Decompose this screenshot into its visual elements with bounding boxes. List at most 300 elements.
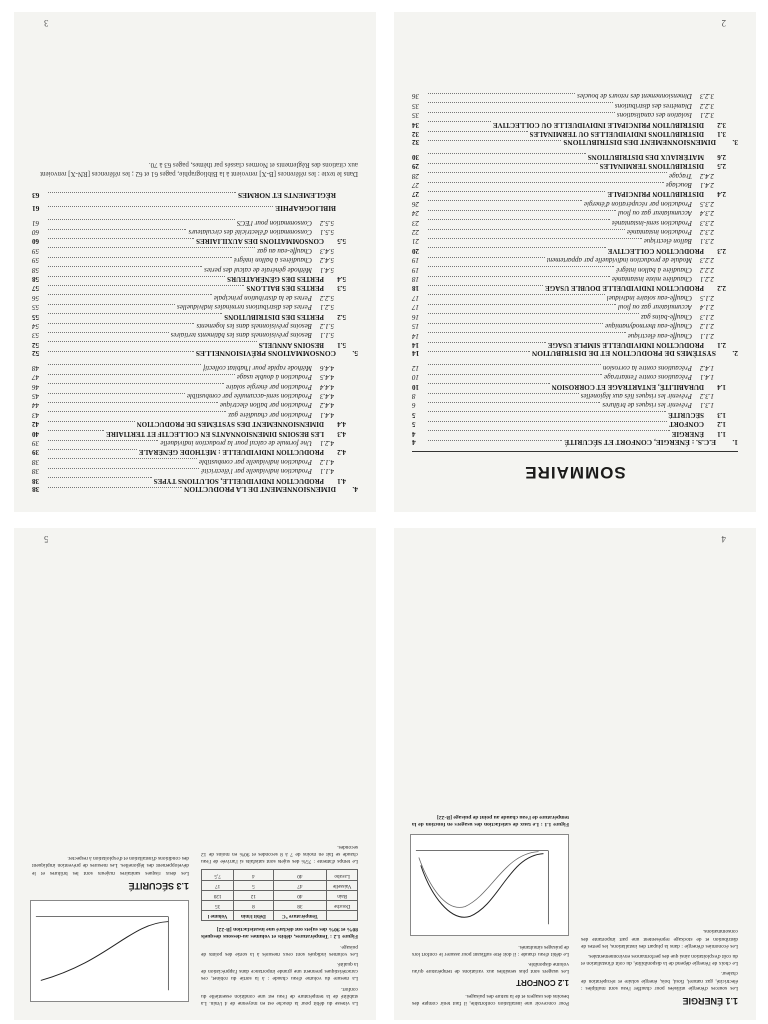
toc-leader-dots	[48, 468, 199, 469]
toc-entry-page: 20	[412, 246, 419, 255]
toc-entry-title: Pertes de la distribution principale	[213, 293, 312, 302]
toc-entry-title: Prévenir les risques de brûlures	[602, 401, 692, 410]
toc-leader-dots	[428, 411, 666, 412]
toc-entry-page: 19	[412, 256, 419, 265]
toc-entry-page: 54	[32, 322, 39, 331]
toc-leader-dots	[48, 323, 195, 324]
toc-entry-page: 44	[32, 401, 39, 410]
toc-entry-title: Consommation pour l'ECS	[236, 218, 312, 227]
toc-leader-dots	[48, 276, 225, 277]
toc-entry-page: 57	[32, 284, 39, 293]
toc-leader-dots	[48, 351, 194, 352]
toc-entry-number: 5.4.2	[320, 256, 334, 265]
toc-entry-title: PERTES DES DISTRIBUTIONS	[224, 312, 324, 321]
toc-entry-number: 2.3	[717, 246, 726, 255]
toc-leader-dots	[428, 266, 614, 267]
page-number: 5	[44, 534, 49, 544]
toc-entry-number: 2.2.2	[700, 265, 714, 274]
toc-entry	[32, 245, 358, 254]
toc-entry	[32, 340, 358, 349]
toc-entry-page: 38	[32, 467, 39, 476]
toc-entry	[32, 311, 358, 320]
toc-entry	[412, 151, 738, 160]
paragraph: Le choix de l'énergie dépend de la disponibilité, du coût d'installation et du coût d'exploitation ainsi que des performances environnementales.	[581, 952, 738, 967]
toc-entry-title: Production à double usage	[236, 373, 312, 382]
toc-entry-number: 3.	[732, 138, 738, 148]
toc-leader-dots	[48, 477, 152, 478]
toc-entry	[412, 129, 738, 138]
toc-entry-title: MATÉRIAUX DES DISTRIBUTIONS	[587, 152, 704, 161]
table-cell: 38	[273, 900, 327, 910]
toc-leader-dots	[428, 219, 610, 220]
toc-entry-number: 2.4.1	[700, 181, 714, 190]
toc-entry-title: DISTRIBUTION PRINCIPALE	[607, 190, 704, 199]
figure-caption: Figure 1.1 : Le taux de satisfaction des usagers en fonction de la température de l'eau chaude au point de puisage [B-22]	[412, 814, 569, 828]
toc-entry-title: RÈGLEMENTS ET NORMES	[237, 190, 336, 200]
toc-entry-title: E.C.S. : ÉNERGIE, CONFORT ET SÉCURITÉ	[564, 438, 716, 447]
toc-entry-title: DIMENSIONNEMENT DE LA PRODUCTION	[183, 485, 336, 494]
toc-page-left	[14, 12, 376, 512]
sommaire-heading: SOMMAIRE	[524, 463, 626, 482]
paragraph: Les usagers sont plus sensibles aux variations de température qu'au volume disponible.	[412, 961, 569, 975]
toc-entry-page: 48	[32, 363, 39, 372]
toc-entry-page: 55	[32, 303, 39, 312]
toc-entry-title: Production individuelle par combustible	[198, 457, 312, 466]
toc-leader-dots	[428, 332, 626, 333]
toc-entry-title: PERTES DES GÉNÉRATEURS	[227, 275, 324, 284]
toc-entry-title: SÉCURITÉ	[668, 410, 704, 419]
toc-entry-page: 19	[412, 265, 419, 274]
toc-entry-number: 2.3.4	[700, 209, 714, 218]
toc-entry-number: 3.2.3	[700, 92, 714, 101]
toc-entry-title: Chaudière mixte instantanée	[611, 275, 692, 284]
toc-leader-dots	[428, 153, 586, 154]
toc-entry	[32, 283, 358, 292]
toc-entry	[412, 227, 738, 236]
toc-entry-number: 4.4	[337, 420, 346, 429]
toc-entry-number: 2.3.5	[700, 199, 714, 208]
toc-entry	[412, 428, 738, 437]
text-column	[201, 840, 358, 1006]
toc-entry-title: Dimensionnement des retours de boucles	[577, 92, 692, 101]
toc-entry	[412, 340, 738, 349]
toc-entry-title: Chaudière à ballon intégré	[616, 265, 692, 274]
toc-entry-page: 23	[412, 218, 419, 227]
toc-leader-dots	[48, 285, 244, 286]
toc-leader-dots	[428, 374, 602, 375]
toc-leader-dots	[428, 112, 615, 113]
toc-entry-title: PRODUCTION INDIVIDUELLE SIMPLE USAGE	[547, 340, 704, 349]
toc-entry-page: 8	[412, 391, 416, 400]
toc-entry-page: 14	[412, 349, 420, 359]
toc-entry-title: Production semi-accumulée par combustible	[186, 391, 312, 400]
toc-entry-number: 4.1	[337, 476, 346, 485]
table-header-cell	[327, 911, 358, 921]
toc-leader-dots	[48, 342, 257, 343]
toc-leader-dots	[48, 313, 222, 314]
toc-entry	[32, 292, 358, 301]
table-header-row	[202, 911, 358, 921]
toc-entry	[32, 349, 358, 358]
toc-entry-title: DISTRIBUTIONS INDIVIDUELLES OU TERMINALES	[529, 130, 704, 138]
toc-entry-title: Module de production individuelle par appartement	[546, 256, 692, 265]
toc-entry-page: 59	[32, 256, 39, 265]
toc-entry-title: Production par récupération d'énergie	[583, 199, 692, 208]
toc-entry-number: 3.2	[717, 120, 726, 129]
toc-entry-page: 56	[32, 293, 39, 302]
toc-entry-number: 1.4.1	[700, 373, 714, 382]
toc-entry-number: 5.4.1	[320, 265, 334, 274]
toc-entry-number: 1.3	[717, 410, 726, 419]
toc-leader-dots	[48, 430, 104, 431]
toc-entry-number: 4.4.4	[320, 382, 334, 391]
toc-entry-page: 15	[412, 322, 419, 331]
satisfaction-curve-graph	[30, 900, 189, 1002]
toc-entry	[412, 170, 738, 179]
toc-entry-page: 27	[412, 181, 419, 190]
toc-leader-dots	[48, 421, 135, 422]
toc-entry	[412, 208, 738, 217]
toc-leader-dots	[428, 285, 543, 286]
toc-page-right	[394, 12, 756, 512]
toc-entry-page: 12	[412, 363, 419, 372]
toc-leader-dots	[48, 449, 137, 450]
toc-entry-title: SYSTÈMES DE PRODUCTION ET DE DISTRIBUTION	[531, 349, 716, 359]
toc-entry-title: PRODUCTION INDIVIDUELLE, SOLUTIONS TYPES	[153, 476, 324, 485]
toc-entry-title: ÉNERGIE	[671, 429, 704, 438]
toc-entry-page: 38	[32, 457, 39, 466]
toc-entry-page: 61	[32, 218, 39, 227]
toc-leader-dots	[428, 121, 491, 122]
toc-entry-number: 1.3.2	[700, 391, 714, 400]
table-cell: 5	[234, 880, 273, 890]
toc-entry-number: 5.5.2	[320, 218, 334, 227]
page-number: 3	[44, 18, 49, 28]
toc-entry	[32, 485, 358, 494]
toc-leader-dots	[48, 332, 169, 333]
text-page-right	[394, 528, 756, 1020]
toc-leader-dots	[48, 229, 186, 230]
table-cell: 40	[273, 870, 327, 880]
toc-entry-number: 2.3.1	[700, 237, 714, 246]
toc-entry-number: 2.2.1	[700, 275, 714, 284]
toc-entry-number: 4.	[352, 485, 358, 494]
toc-entry-number: 4.3	[337, 429, 346, 438]
toc-entry-title: PRODUCTION COLLECTIVE	[607, 246, 704, 255]
toc-entry	[412, 409, 738, 418]
toc-entry	[412, 110, 738, 119]
toc-leader-dots	[428, 440, 562, 441]
toc-entry	[412, 283, 738, 292]
toc-entry	[412, 161, 738, 170]
toc-entry	[412, 381, 738, 390]
toc-entry-page: 59	[32, 246, 39, 255]
toc-entry-title: Méthode rapide pour l'habitat collectif	[203, 363, 312, 372]
toc-entry-page: 34	[412, 120, 419, 129]
toc-list-left	[32, 26, 358, 498]
toc-entry-page: 21	[412, 237, 419, 246]
toc-entry-number: 1.2	[717, 420, 726, 429]
toc-entry-number: 5.5.1	[320, 228, 334, 237]
toc-leader-dots	[428, 323, 603, 324]
toc-leader-dots	[48, 219, 235, 220]
toc-entry-title: Accumulateur gaz ou fioul	[617, 209, 692, 218]
toc-entry	[412, 255, 738, 264]
toc-entry-title: Production instantanée	[626, 228, 692, 237]
toc-leader-dots	[48, 402, 218, 403]
toc-entry-title: Chauffe-eau électrique	[627, 331, 692, 340]
toc-entry-page: 45	[32, 391, 39, 400]
toc-entry-number: 3.1	[717, 130, 726, 138]
toc-entry-number: 2.1.2	[700, 322, 714, 331]
toc-entry	[32, 321, 358, 330]
toc-entry-title: PERTES DES BALLONS	[246, 284, 324, 293]
toc-entry-page: 43	[32, 410, 39, 419]
toc-entry-title: Consommation d'électricité des circulateurs	[188, 228, 312, 237]
paragraph: Les économies d'énergie : dans la plupart des installations, les pertes de distribution et de stockage représentent une part importante des consommations.	[581, 928, 738, 949]
toc-entry-number: 5.1.2	[320, 322, 334, 331]
toc-entry-page: 27	[412, 190, 419, 199]
text-column	[581, 813, 738, 1006]
table-body	[202, 870, 358, 911]
toc-entry	[412, 311, 738, 320]
toc-entry-title: Chauffe-eau au gaz	[257, 246, 312, 255]
table-cell: Douche	[327, 900, 358, 910]
toc-entry-title: DIMENSIONNEMENT DES SYSTÈMES DE PRODUCTION	[136, 420, 324, 429]
toc-entry-page: 58	[32, 275, 39, 284]
toc-entry-number: 5.3	[337, 284, 346, 293]
toc-leader-dots	[428, 172, 667, 173]
toc-entry-page: 39	[32, 438, 39, 447]
toc-leader-dots	[428, 229, 625, 230]
toc-entry	[32, 391, 358, 400]
toc-entry	[412, 119, 738, 128]
toc-entry-number: 2.6	[717, 152, 726, 161]
text-column	[32, 840, 189, 1006]
toc-entry-title: BESOINS ANNUELS	[258, 340, 324, 349]
toc-entry-number: 4.2	[337, 448, 346, 457]
toc-entry-number: 4.4.5	[320, 373, 334, 382]
toc-entry-title: Chaudières à ballon intégré	[233, 256, 312, 265]
toc-entry-number: 2.2	[717, 284, 726, 293]
toc-entry-page: 10	[412, 382, 419, 391]
table-cell: 120	[202, 890, 234, 900]
toc-entry	[32, 372, 358, 381]
table-cell: 17	[202, 880, 234, 890]
toc-entry-title: DIMENSIONNEMENT DES DISTRIBUTIONS	[563, 138, 716, 148]
page-number: 2	[721, 18, 726, 28]
toc-entry	[412, 400, 738, 409]
toc-entry-number: 2.2.3	[700, 256, 714, 265]
toc-entry-page: 28	[412, 171, 419, 180]
toc-entry-page: 60	[32, 237, 39, 246]
table-row	[202, 880, 358, 890]
toc-entry	[32, 330, 358, 339]
toc-entry	[412, 217, 738, 226]
toc-entry-number: 5.2.1	[320, 303, 334, 312]
toc-entry	[32, 302, 358, 311]
toc-entry-page: 32	[412, 130, 419, 138]
toc-leader-dots	[428, 257, 545, 258]
toc-entry	[412, 302, 738, 311]
toc-leader-dots	[428, 140, 561, 141]
toc-leader-dots	[48, 266, 202, 267]
toc-entry-page: 61	[32, 204, 40, 214]
toc-entry	[32, 428, 358, 437]
toc-leader-dots	[428, 131, 528, 132]
toc-entry-title: Accumulateur gaz ou fioul	[617, 303, 692, 312]
toc-entry-title: Chauffe-bains gaz	[640, 312, 692, 321]
toc-entry	[412, 438, 738, 447]
toc-entry	[412, 330, 738, 339]
toc-leader-dots	[428, 238, 642, 239]
toc-entry-title: Production individuelle par l'électricité	[201, 467, 312, 476]
temperature-satisfaction-graph	[410, 834, 569, 936]
toc-entry-number: 4.2.1	[320, 438, 334, 447]
toc-leader-dots	[428, 393, 579, 394]
toc-entry-title: PRODUCTION INDIVIDUELLE : MÉTHODE GÉNÉRALE	[138, 448, 324, 457]
toc-entry-number: 2.4	[717, 190, 726, 199]
toc-entry-page: 60	[32, 228, 39, 237]
toc-leader-dots	[428, 210, 616, 211]
toc-entry-number: 2.3.3	[700, 218, 714, 227]
table-row	[202, 900, 358, 910]
toc-entry-page: 38	[32, 485, 40, 494]
toc-leader-dots	[428, 364, 601, 365]
subsection-title: 1.2 CONFORT	[516, 977, 569, 987]
toc-entry-page: 53	[32, 331, 39, 340]
toc-entry-title: Pertes des distributions terminales individuelles	[177, 303, 312, 312]
toc-leader-dots	[48, 192, 236, 193]
toc-entry-page: 35	[412, 101, 419, 110]
toc-entry-number: 4.4.2	[320, 401, 334, 410]
toc-leader-dots	[428, 304, 616, 305]
divider	[412, 451, 738, 452]
toc-entry-number: 2.3.2	[700, 228, 714, 237]
toc-entry-page: 24	[412, 209, 419, 218]
toc-leader-dots	[48, 411, 226, 412]
paragraph: Les deux risques sanitaires majeurs sont les brûlures et le développement des légionelles. Les mesures de prévention impliquent des conditions d'installation et d'exploitation à respecter.	[32, 855, 189, 876]
toc-entry	[412, 321, 738, 330]
toc-entry	[412, 362, 738, 371]
toc-entry	[412, 274, 738, 283]
toc-entry-number: 2.4.2	[700, 171, 714, 180]
toc-entry-page: 4	[412, 429, 416, 438]
toc-entry-title: Besoins prévisionnels dans les logements	[196, 322, 312, 331]
page-number: 4	[721, 534, 726, 544]
toc-leader-dots	[428, 191, 605, 192]
toc-entry-page: 35	[412, 111, 419, 120]
toc-entry-title: Diamètres des distributions	[614, 101, 692, 110]
toc-entry-number: 5.2	[337, 312, 346, 321]
toc-entry-page: 16	[412, 312, 419, 321]
toc-leader-dots	[428, 383, 550, 384]
toc-entry-page: 10	[412, 373, 419, 382]
toc-entry-number: 5.1	[337, 340, 346, 349]
toc-entry-number: 3.2.2	[700, 101, 714, 110]
toc-entry-page: 17	[412, 303, 419, 312]
toc-entry-title: LES BESOINS DIMENSIONNANTS EN COLLECTIF ET TERTIAIRE	[106, 429, 324, 438]
table-header-cell: Volume l	[202, 911, 234, 921]
toc-entry-number: 4.1.1	[320, 467, 334, 476]
toc-entry-page: 52	[32, 349, 40, 359]
toc-entry-title: DISTRIBUTION PRINCIPALE INDIVIDUELLE OU COLLECTIVE	[492, 120, 704, 129]
toc-leader-dots	[428, 342, 546, 343]
toc-entry-page: 18	[412, 284, 419, 293]
references-footnote: Dans le texte : les références [B-X] renvoient à la Bibliographie, pages 61 et 62 ; les références [RN-X] renvoient aux citations des Règlements et Normes classés par thèmes, pages 63 à 70.	[40, 161, 358, 179]
toc-entry	[412, 236, 738, 245]
toc-leader-dots	[48, 458, 197, 459]
toc-entry-number: 2.1.4	[700, 303, 714, 312]
toc-entry	[412, 264, 738, 273]
toc-leader-dots	[428, 93, 575, 94]
table-cell: 35	[202, 900, 234, 910]
toc-entry-number: 1.4	[717, 382, 726, 391]
toc-entry	[32, 456, 358, 465]
toc-entry-title: CONFORT	[669, 420, 704, 429]
section-title: 1.1 ÉNERGIE	[682, 996, 738, 1006]
toc-leader-dots	[48, 364, 201, 365]
toc-entry-page: 5	[412, 420, 416, 429]
toc-entry-page: 26	[412, 199, 419, 208]
toc-entry-number: 4.4.3	[320, 391, 334, 400]
toc-leader-dots	[48, 440, 158, 441]
toc-leader-dots	[428, 247, 606, 248]
toc-entry	[412, 189, 738, 198]
toc-entry-page: 29	[412, 162, 419, 171]
toc-leader-dots	[48, 206, 273, 207]
toc-leader-dots	[428, 102, 613, 103]
toc-entry-title: Bouclage	[665, 181, 692, 190]
toc-leader-dots	[428, 182, 664, 183]
toc-entry-title: Précautions contre la corrosion	[602, 363, 692, 372]
paragraph: La mesure du volume d'eau chaude : à la sortie du robinet, ces caractéristiques prennent une grande importance dans l'appréciation de la qualité.	[201, 960, 358, 982]
toc-entry	[32, 466, 358, 475]
toc-entry-number: 1.	[732, 438, 738, 447]
toc-entry-title: Méthode générale de calcul des pertes	[204, 265, 312, 274]
paragraph: La vitesse du débit pour la douche est en moyenne de 4 l/min. La stabilité de la température de l'eau est une condition essentielle du confort.	[201, 985, 358, 1006]
toc-entry-page: 5	[412, 410, 416, 419]
table-row	[202, 870, 358, 880]
toc-entry-page: 52	[32, 340, 39, 349]
paragraph: Les volumes indiqués sont ceux mesurés à la sortie des points de puisage.	[201, 943, 358, 957]
toc-entry	[412, 293, 738, 302]
toc-entry	[32, 204, 358, 213]
toc-leader-dots	[48, 487, 182, 488]
toc-entry-page: 17	[412, 293, 419, 302]
toc-entry-number: 5.5	[337, 237, 346, 246]
toc-entry	[412, 91, 738, 100]
toc-entry	[412, 100, 738, 109]
toc-entry-title: Isolation des canalisations	[616, 111, 692, 120]
table-row	[202, 890, 358, 900]
toc-entry	[32, 438, 358, 447]
toc-entry-page: 14	[412, 331, 419, 340]
toc-entry-number: 5.	[352, 349, 358, 359]
toc-entry	[32, 381, 358, 390]
toc-entry-title: Précautions contre l'entartrage	[604, 373, 692, 382]
toc-entry-page: 14	[412, 340, 419, 349]
table-cell: 8	[234, 900, 273, 910]
toc-leader-dots	[428, 430, 670, 431]
toc-entry-page: 55	[32, 312, 39, 321]
toc-entry-title: CONSOMMATIONS PRÉVISIONNELLES	[195, 349, 336, 359]
toc-entry-page: 4	[412, 438, 416, 447]
toc-leader-dots	[428, 276, 610, 277]
toc-entry	[412, 419, 738, 428]
toc-entry	[32, 217, 358, 226]
data-table	[201, 869, 358, 921]
